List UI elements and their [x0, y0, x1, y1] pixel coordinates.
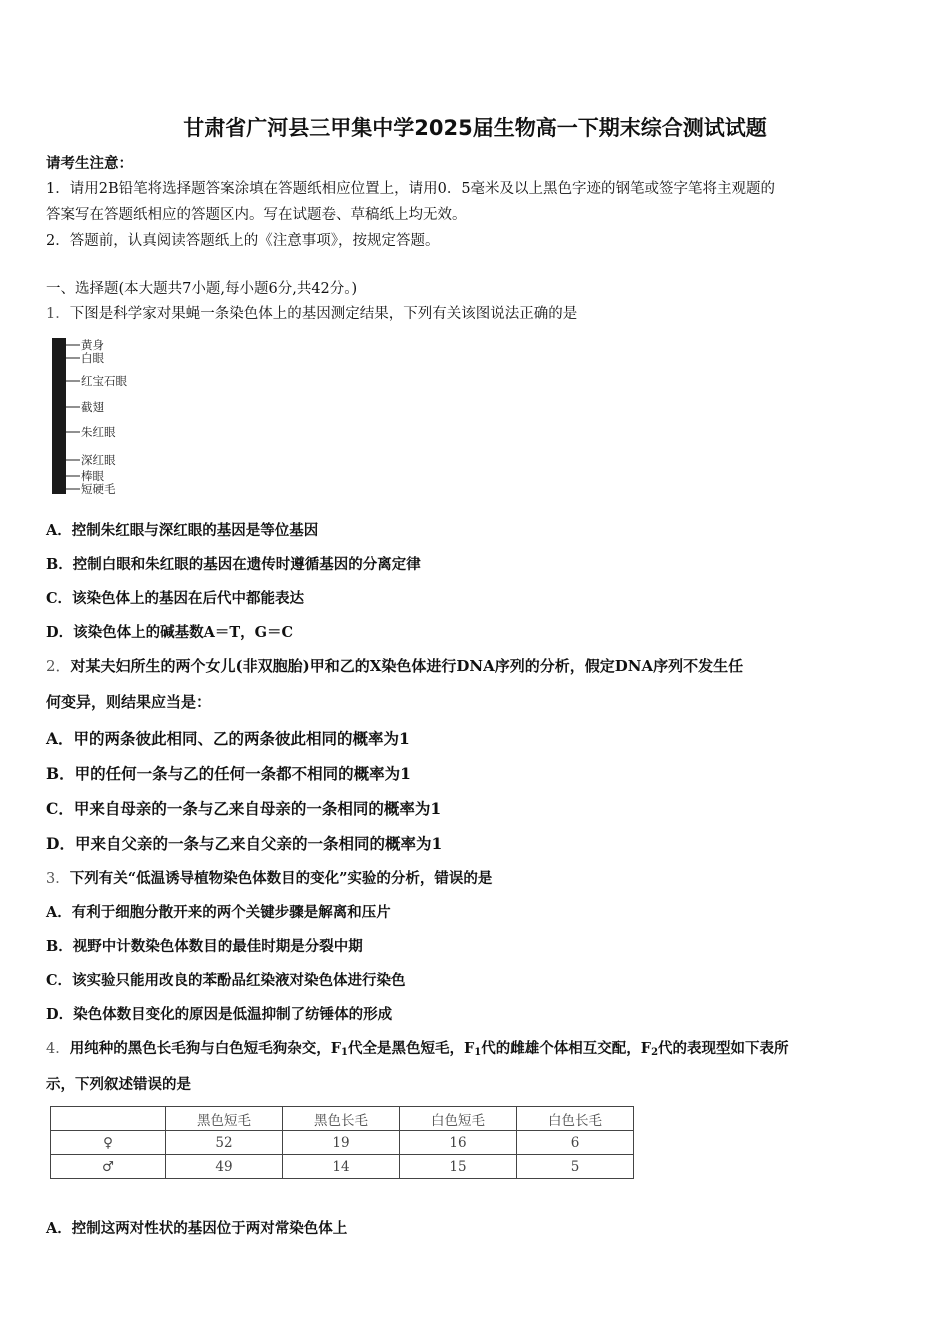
table-cell: 15 — [400, 1155, 517, 1179]
q3-option-b[interactable]: B．视野中计数染色体数目的最佳时期是分裂中期 — [46, 938, 363, 955]
table-cell-sex: ♀ — [51, 1131, 166, 1155]
question-text: 代的雌雄个体相互交配，F — [481, 1040, 652, 1057]
table-cell: 49 — [166, 1155, 283, 1179]
question-2-stem-line-2: 何变异，则结果应当是： — [46, 693, 212, 711]
question-4-stem-line-1 — [46, 1037, 789, 1058]
table-cell-sex: ♂ — [51, 1155, 166, 1179]
q2-option-c[interactable]: C．甲来自母亲的一条与乙来自母亲的一条相同的概率为1 — [46, 799, 442, 818]
q1-option-a[interactable]: A．控制朱红眼与深红眼的基因是等位基因 — [46, 522, 319, 539]
gene-label: 棒眼 — [81, 469, 104, 483]
gene-label: 白眼 — [81, 351, 104, 365]
question-number: 4． — [46, 1041, 70, 1057]
question-3-stem — [46, 867, 492, 888]
notice-item-2: 2．答题前，认真阅读答题纸上的《注意事项》，按规定答题。 — [46, 233, 440, 249]
gene-label: 红宝石眼 — [81, 374, 127, 388]
table-header-cell: 白色长毛 — [517, 1107, 634, 1131]
subscript: 2 — [651, 1047, 659, 1058]
notice-item-1-line-1: 1．请用2B铅笔将选择题答案涂填在答题纸相应位置上，请用0．5毫米及以上黑色字迹的钢笔或签字笔将主观题的 — [46, 181, 776, 197]
subscript: 1 — [474, 1047, 482, 1058]
question-number: 2． — [46, 657, 71, 675]
table-header-cell: 黑色短毛 — [166, 1107, 283, 1131]
question-number: 1． — [46, 306, 70, 322]
q1-option-d[interactable]: D．该染色体上的碱基数A＝T，G＝C — [46, 624, 294, 641]
question-text: 下图是科学家对果蝇一条染色体上的基因测定结果，下列有关该图说法正确的是 — [69, 306, 578, 322]
table-cell: 14 — [283, 1155, 400, 1179]
question-2-stem-line-1 — [46, 655, 743, 676]
table-cell: 52 — [166, 1131, 283, 1155]
q2-option-d[interactable]: D．甲来自父亲的一条与乙来自父亲的一条相同的概率为1 — [46, 834, 443, 853]
question-text: 对某夫妇所生的两个女儿(非双胞胎)甲和乙的X染色体进行DNA序列的分析，假定DNA序列不发生任 — [70, 657, 744, 675]
gene-label: 短硬毛 — [81, 482, 116, 496]
q2-option-b[interactable]: B．甲的任何一条与乙的任何一条都不相同的概率为1 — [46, 764, 411, 783]
section-heading: 一、选择题(本大题共7小题,每小题6分,共42分。) — [46, 281, 358, 297]
q1-option-c[interactable]: C．该染色体上的基因在后代中都能表达 — [46, 590, 305, 607]
chromosome-bar — [52, 338, 66, 494]
question-number: 3． — [46, 871, 70, 887]
subscript: 1 — [341, 1047, 348, 1058]
page-title: 甘肃省广河县三甲集中学2025届生物高一下期末综合测试试题 — [183, 116, 767, 140]
q3-option-d[interactable]: D．染色体数目变化的原因是低温抑制了纺锤体的形成 — [46, 1006, 393, 1023]
notice-item-1-line-2: 答案写在答题纸相应的答题区内。写在试题卷、草稿纸上均无效。 — [46, 207, 467, 223]
table-header-cell: 黑色长毛 — [283, 1107, 400, 1131]
question-text: 代全是黑色短毛，F — [348, 1040, 475, 1057]
q4-option-a[interactable]: A．控制这两对性状的基因位于两对常染色体上 — [46, 1220, 348, 1237]
question-text: 用纯种的黑色长毛狗与白色短毛狗杂交，F — [69, 1040, 342, 1057]
q1-option-b[interactable]: B．控制白眼和朱红眼的基因在遗传时遵循基因的分离定律 — [46, 556, 421, 573]
question-1-stem — [46, 302, 577, 323]
chromosome-gene-diagram — [50, 338, 170, 498]
question-4-stem-line-2: 示，下列叙述错误的是 — [46, 1076, 191, 1093]
table-cell: 16 — [400, 1131, 517, 1155]
question-text: 下列有关“低温诱导植物染色体数目的变化”实验的分析，错误的是 — [69, 870, 493, 887]
gene-label: 黄身 — [81, 338, 104, 352]
q3-option-a[interactable]: A．有利于细胞分散开来的两个关键步骤是解离和压片 — [46, 904, 391, 921]
gene-label: 截翅 — [81, 400, 104, 414]
question-text: 代的表现型如下表所 — [658, 1040, 789, 1057]
q2-option-a[interactable]: A．甲的两条彼此相同、乙的两条彼此相同的概率为1 — [46, 729, 410, 748]
table-cell: 19 — [283, 1131, 400, 1155]
table-row — [51, 1155, 634, 1179]
table-header-cell — [51, 1107, 166, 1131]
q3-option-c[interactable]: C．该实验只能用改良的苯酚品红染液对染色体进行染色 — [46, 972, 406, 989]
gene-label: 深红眼 — [81, 453, 116, 467]
gene-label: 朱红眼 — [81, 425, 116, 439]
table-cell: 6 — [517, 1131, 634, 1155]
table-header-row — [51, 1107, 634, 1131]
table-header-cell: 白色短毛 — [400, 1107, 517, 1131]
phenotype-table — [50, 1106, 634, 1179]
table-cell: 5 — [517, 1155, 634, 1179]
notice-heading: 请考生注意： — [46, 155, 133, 172]
table-row — [51, 1131, 634, 1155]
